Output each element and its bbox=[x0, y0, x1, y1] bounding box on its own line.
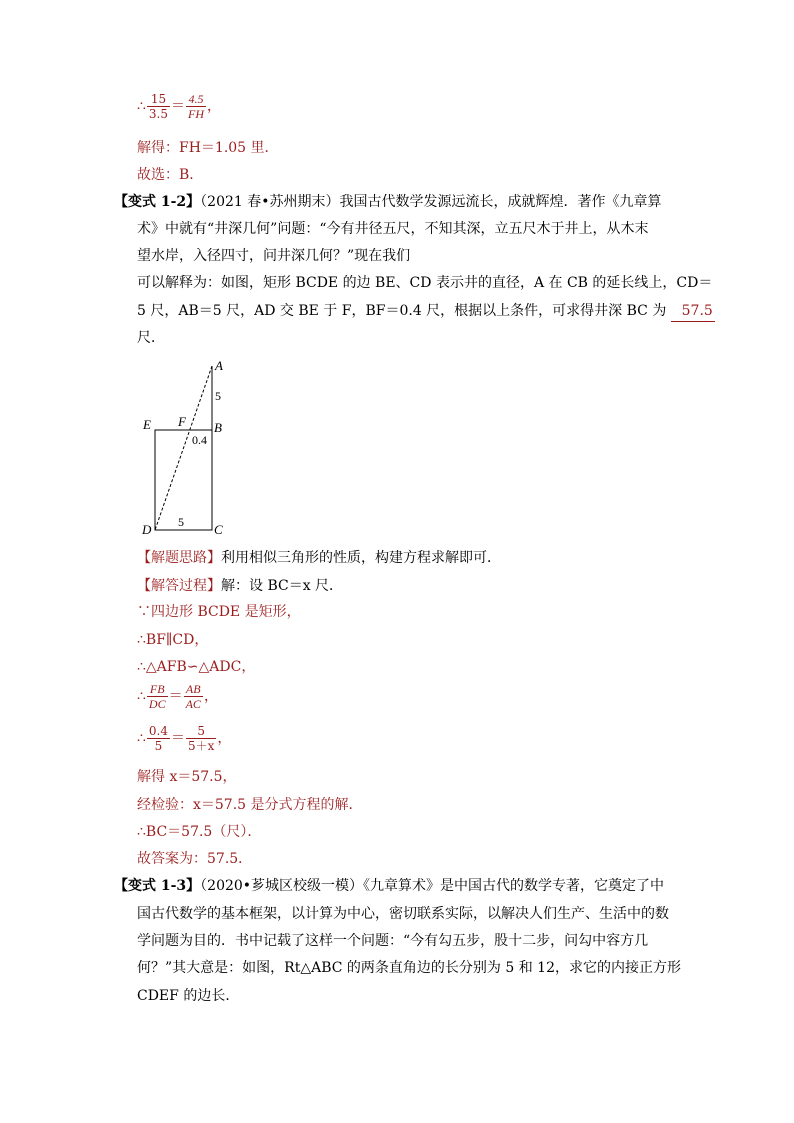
step-5-d1: 5 bbox=[154, 739, 163, 753]
step-5-lead: ∴ bbox=[137, 730, 146, 747]
problem2-tag: 【变式 1-2】 bbox=[114, 194, 201, 210]
prev-fraction-equation: ∴ $\frac{15}{3.5}$ ＝ $\frac{4.5}{FH}$ ， bbox=[137, 92, 222, 121]
well-figure bbox=[140, 356, 240, 546]
problem3-line1-text: （2020•芗城区校级一模）《九章算术》是中国古代的数学专著，它奠定了中 bbox=[200, 878, 665, 894]
label-b: B bbox=[214, 420, 222, 435]
label-d: D bbox=[142, 522, 152, 537]
step-5-ratio: ∴ $\frac{0.4}{5}$ ＝ $\frac{5}{5+x}$ ， bbox=[137, 724, 232, 753]
step-6: 解得 x＝57.5， bbox=[137, 769, 237, 785]
idea-line bbox=[137, 548, 501, 568]
problem2-line5 bbox=[137, 301, 715, 322]
problem3-line3: 学问题为目的．书中记载了这样一个问题：“今有勾五步，股十二步，问勾中容方几 bbox=[137, 933, 649, 949]
step-8: ∴BC＝57.5（尺）． bbox=[137, 824, 262, 840]
label-ab-length: 5 bbox=[215, 389, 221, 403]
prev-frac2-den: FH bbox=[188, 107, 205, 121]
step-2: ∴BF∥CD， bbox=[137, 632, 209, 648]
label-e: E bbox=[143, 417, 151, 432]
problem3-tag: 【变式 1-3】 bbox=[114, 878, 201, 894]
step-7: 经检验：x＝57.5 是分式方程的解． bbox=[137, 797, 363, 813]
label-bf-length: 0.4 bbox=[192, 433, 207, 447]
label-c: C bbox=[214, 522, 223, 537]
step-1: ∵四边形 BCDE 是矩形， bbox=[137, 604, 301, 620]
process-line bbox=[137, 576, 343, 596]
step-4-n1: FB bbox=[147, 682, 168, 697]
prev-frac1-den: 3.5 bbox=[148, 107, 169, 121]
label-dc-length: 5 bbox=[178, 515, 184, 529]
step-4-d2: AC bbox=[185, 697, 201, 711]
problem2-line1 bbox=[114, 192, 662, 212]
step-5-n1: 0.4 bbox=[148, 724, 169, 738]
idea-tag: 【解题思路】 bbox=[137, 550, 221, 566]
problem3-line5: CDEF 的边长． bbox=[137, 988, 240, 1004]
process-text: 解：设 BC＝x 尺． bbox=[221, 578, 344, 594]
problem3-line2: 国古代数学的基本框架，以计算为中心，密切联系实际，以解决人们生产、生活中的数 bbox=[137, 906, 669, 922]
problem3-line1 bbox=[114, 876, 664, 896]
step-4-ratio: ∴ $\frac{FB}{DC}$ ＝ $\frac{AB}{AC}$ ， bbox=[137, 682, 218, 711]
prev-frac-tail: ， bbox=[207, 98, 222, 115]
step-3: ∴△AFB∽△ADC， bbox=[137, 659, 256, 675]
prev-frac2-num: 4.5 bbox=[186, 92, 206, 107]
problem2-line3: 望水岸，入径四寸，问井深几何？”现在我们 bbox=[137, 248, 411, 264]
step-4-n2: AB bbox=[184, 682, 203, 697]
process-tag: 【解答过程】 bbox=[137, 578, 221, 594]
idea-text: 利用相似三角形的性质，构建方程求解即可． bbox=[221, 550, 501, 566]
step-5-n2: 5 bbox=[186, 724, 216, 739]
problem2-line1-text: （2021 春•苏州期末）我国古代数学发源远流长，成就辉煌．著作《九章算 bbox=[200, 194, 662, 210]
step-4-tail: ， bbox=[203, 688, 218, 705]
step-9: 故答案为：57.5． bbox=[137, 851, 253, 867]
problem2-line5-text: 5 尺，AB＝5 尺，AD 交 BE 于 F，BF＝0.4 尺，根据以上条件，可求得井深 BC 为 bbox=[137, 303, 667, 319]
dashed-line-ad bbox=[155, 366, 212, 530]
label-a: A bbox=[215, 358, 223, 373]
prev-answer-line: 故选：B． bbox=[137, 167, 204, 183]
label-f: F bbox=[178, 414, 186, 429]
answer-blank: 57.5 bbox=[671, 301, 715, 322]
problem2-line2: 术》中就有“井深几何”问题：“今有井径五尺，不知其深，立五尺木于井上，从木末 bbox=[137, 221, 649, 237]
problem2-line4: 可以解释为：如图，矩形 BCDE 的边 BE、CD 表示井的直径，A 在 CB 的延长线上，CD＝ bbox=[137, 275, 713, 291]
prev-solve-line: 解得：FH＝1.05 里． bbox=[137, 140, 279, 156]
step-5-d2: 5＋x bbox=[188, 739, 215, 753]
prev-frac1-num: 15 bbox=[147, 92, 170, 107]
problem2-line6: 尺． bbox=[137, 330, 165, 346]
step-4-lead: ∴ bbox=[137, 688, 146, 705]
problem3-line4: 何？”其大意是：如图，Rt△ABC 的两条直角边的长分别为 5 和 12，求它的内接正方形 bbox=[137, 960, 681, 976]
step-4-d1: DC bbox=[148, 697, 166, 711]
step-5-tail: ， bbox=[217, 730, 232, 747]
